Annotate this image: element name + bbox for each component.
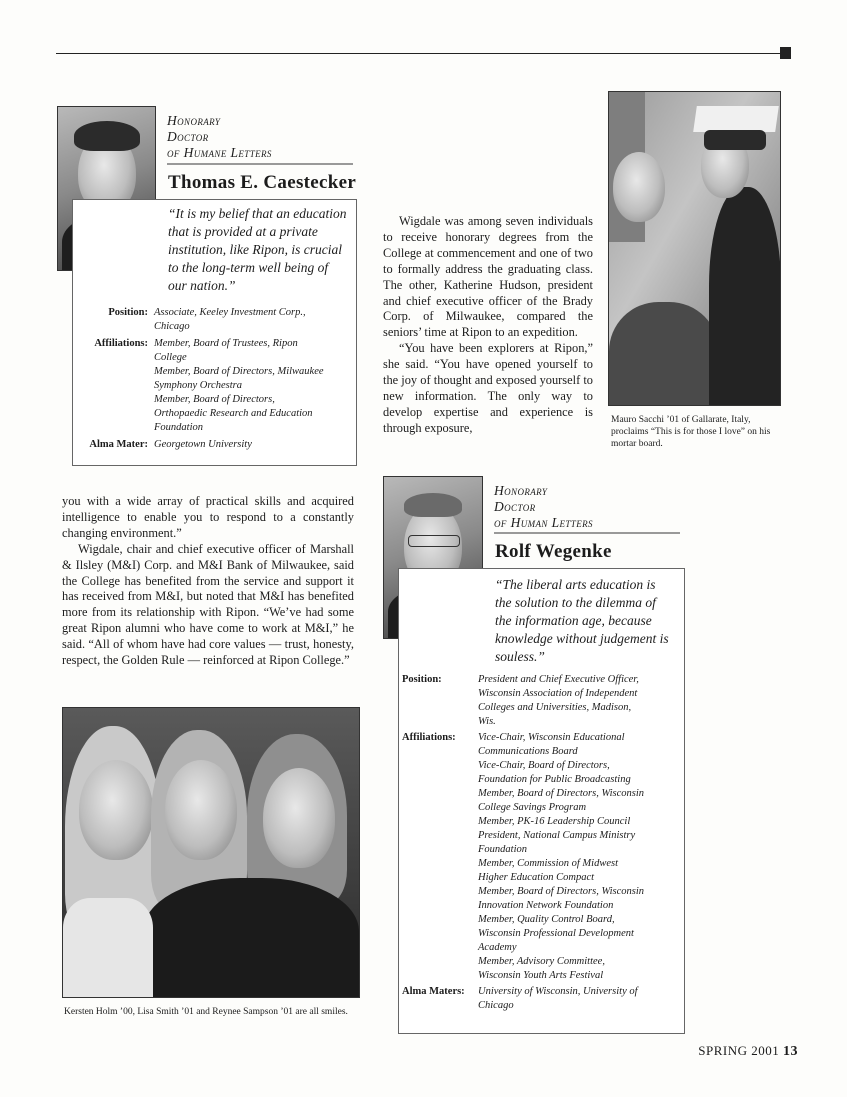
wegenke-degree-heading: Honorary Doctor of Human Letters — [494, 483, 593, 530]
article-paragraph: “You have been explorers at Ripon,” she said. “You have opened yourself to the joy of thought and exposed yourself to new information. The only way to develop expertise and experience is through exposure, — [383, 341, 593, 435]
article-paragraph: Wigdale, chair and chief executive officer of Marshall & Ilsley (M&I) Corp. and M&I Bank of Milwaukee, said the College has benefited from the service and support it has received from M&I, but noted that M&I has benefited more from its relationship with Ripon. “We’ve had some great Ripon alumni who have come to work at M&I,” he said. “All of whom have had core values — trust, honesty, respect, the Golden Rule — reinforced at Ripon College.” — [62, 541, 354, 668]
alma-mater-value: Georgetown University — [154, 439, 252, 450]
alma-mater-label: Alma Maters: — [402, 986, 465, 997]
alma-mater-label: Alma Mater: — [89, 439, 148, 450]
group-photo-caption: Kersten Holm ’00, Lisa Smith ’01 and Reynee Sampson ’01 are all smiles. — [64, 1007, 348, 1017]
issue-label: SPRING 2001 — [698, 1043, 780, 1058]
article-paragraph: you with a wide array of practical skills and acquired intelligence to enable you to respond to a constantly changing environment.” — [62, 494, 354, 540]
wegenke-quote: “The liberal arts education is the solution to the dilemma of the information age, because knowledge without judgement is souless.” — [495, 577, 669, 664]
wegenke-name: Rolf Wegenke — [495, 541, 612, 562]
caestecker-details — [76, 306, 351, 452]
caestecker-name: Thomas E. Caestecker — [168, 172, 357, 193]
caestecker-quote: “It is my belief that an education that is provided at a private institution, like Ripon, is crucial to the long-term well being of our nation.” — [168, 206, 347, 293]
caestecker-degree-heading: Honorary Doctor of Humane Letters — [167, 113, 272, 160]
article-column-left — [62, 494, 354, 669]
sacchi-caption: Mauro Sacchi ’01 of Gallarate, Italy, proclaims “This is for those I love” on his mortar board. — [611, 415, 771, 449]
position-label: Position: — [108, 307, 148, 318]
page-number: 13 — [783, 1044, 798, 1059]
top-rule — [56, 53, 782, 54]
article-column-right — [383, 214, 593, 437]
caestecker-heading-rule — [167, 163, 353, 165]
affiliations-label: Affiliations: — [402, 732, 456, 743]
affiliations-list: Member, Board of Trustees, Ripon College Member, Board of Directors, Milwaukee Symphony Orchestra Member, Board of Directors, Orthopaedic Research and Education Foundation — [154, 338, 324, 433]
position-label: Position: — [402, 674, 442, 685]
alma-mater-value: University of Wisconsin, University of Chicago — [478, 986, 638, 1011]
affiliations-list: Vice-Chair, Wisconsin Educational Communications Board Vice-Chair, Board of Directors, Foundation for Public Broadcasting Member, Board of Directors, Wisconsin College Savings Program Member, PK-16 Leadership Council President, National Campus Ministry Foundation Member, Commission of Midwest Higher Education Compact Member, Board of Directors, Wisconsin Innovation Network Foundation Member, Quality Control Board, Wisconsin Professional Development Academy Member, Advisory Committee, Wisconsin Youth Arts Festival — [478, 732, 645, 981]
position-value: Associate, Keeley Investment Corp., Chicago — [154, 307, 306, 332]
position-value: President and Chief Executive Officer, Wisconsin Association of Independent Colleges and Universities, Madison, Wis. — [478, 674, 639, 727]
page-footer — [688, 1043, 798, 1060]
article-paragraph: Wigdale was among seven individuals to receive honorary degrees from the College at commencement and one of two to formally address the graduating class. The other, Katherine Hudson, president and chief executive officer of the Brady Corp. of Milwaukee, compared the seniors’ time at Ripon to an expedition. — [383, 214, 593, 340]
sacchi-commencement-photo — [608, 91, 781, 406]
affiliations-label: Affiliations: — [94, 338, 148, 349]
wegenke-heading-rule — [494, 532, 680, 534]
graduates-group-photo — [62, 707, 360, 998]
top-rule-marker — [780, 47, 791, 59]
wegenke-details — [402, 673, 680, 1013]
